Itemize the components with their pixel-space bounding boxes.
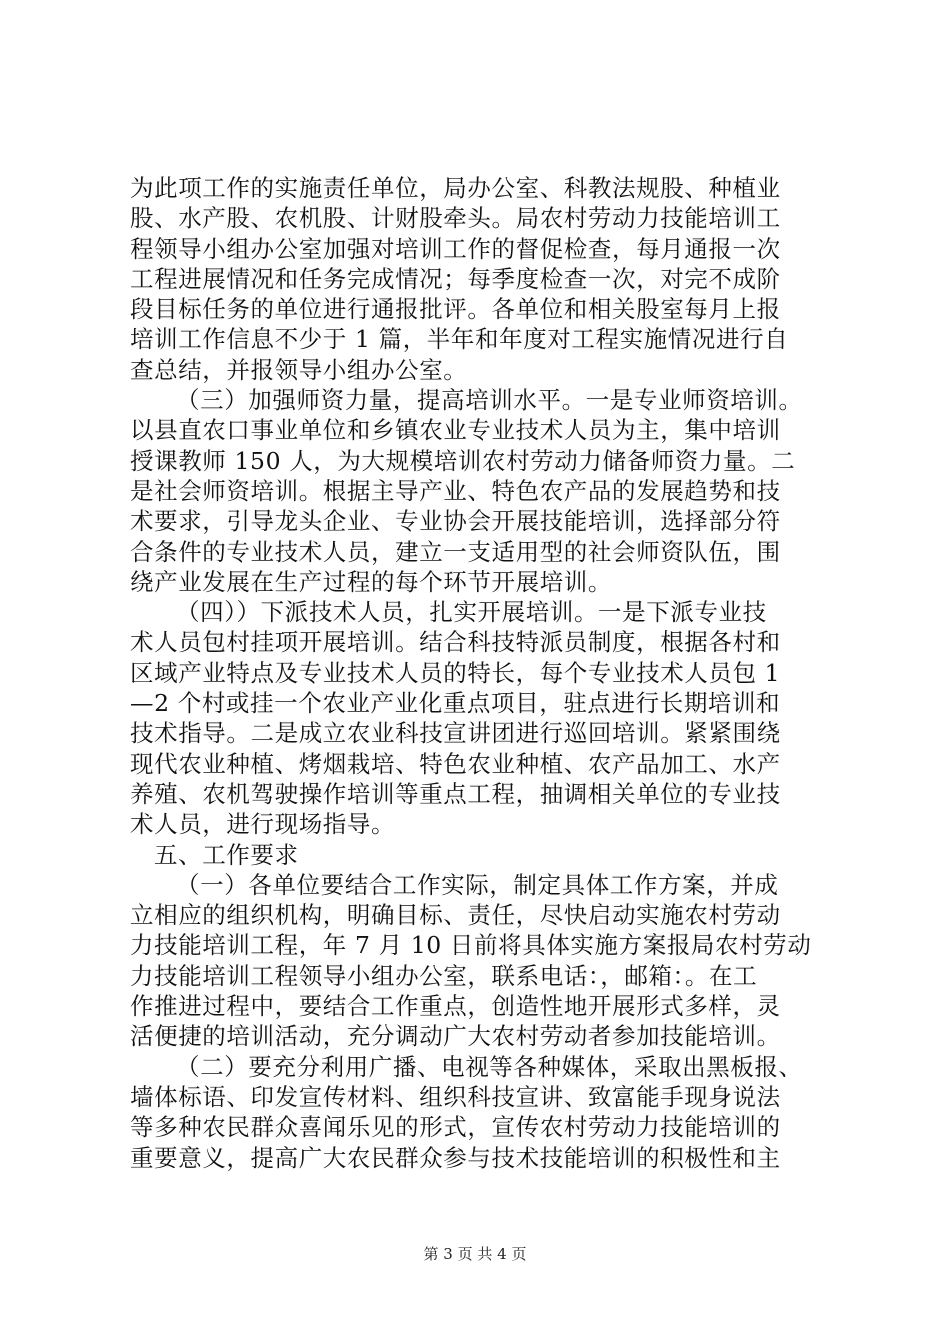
text-line: 合条件的专业技术人员，建立一支适用型的社会师资队伍，围 (130, 537, 781, 566)
text-line: 重要意义，提高广大农民群众参与技术技能培训的积极性和主 (130, 1143, 781, 1172)
body-text (130, 173, 830, 1173)
text-line: 现代农业种植、烤烟栽培、特色农业种植、农产品加工、水产 (130, 749, 781, 778)
text-line: 程领导小组办公室加强对培训工作的督促检查，每月通报一次 (130, 234, 781, 263)
text-line: 活便捷的培训活动，充分调动广大农村劳动者参加技能培训。 (130, 1022, 781, 1051)
text-line: （四））下派技术人员，扎实开展培训。一是下派专业技 (176, 598, 767, 627)
text-line: 绕产业发展在生产过程的每个环节开展培训。 (130, 567, 612, 596)
text-line: （三）加强师资力量，提高培训水平。一是专业师资培训。 (176, 386, 803, 415)
text-line: 工程进展情况和任务完成情况；每季度检查一次，对完不成阶 (130, 264, 781, 293)
text-line: 墙体标语、印发宣传材料、组织科技宣讲、致富能手现身说法 (130, 1082, 781, 1111)
text-line: 为此项工作的实施责任单位，局办公室、科教法规股、种植业 (130, 174, 781, 202)
text-line: 股、水产股、农机股、计财股牵头。局农村劳动力技能培训工 (130, 204, 781, 233)
text-line: 力技能培训工程，年 7 月 10 日前将具体实施方案报局农村劳动 (130, 931, 812, 960)
text-line: 是社会师资培训。根据主导产业、特色农产品的发展趋势和技 (130, 476, 781, 505)
text-line: （二）要充分利用广播、电视等各种媒体，采取出黑板报、 (176, 1052, 803, 1081)
page-number-footer: 第 3 页 共 4 页 (423, 1245, 527, 1263)
text-line: 术人员包村挂项开展培训。结合科技特派员制度，根据各村和 (130, 628, 781, 657)
text-line: —2 个村或挂一个农业产业化重点项目，驻点进行长期培训和 (130, 689, 781, 718)
text-line: 查总结，并报领导小组办公室。 (130, 355, 468, 384)
text-line: 等多种农民群众喜闻乐见的形式，宣传农村劳动力技能培训的 (130, 1113, 781, 1142)
text-line: 区域产业特点及专业技术人员的特长，每个专业技术人员包 1 (130, 658, 781, 687)
text-line: 立相应的组织机构，明确目标、责任，尽快启动实施农村劳动 (130, 901, 781, 930)
text-line: 培训工作信息不少于 1 篇，半年和年度对工程实施情况进行自 (130, 325, 789, 354)
section-heading: 五、工作要求 (154, 840, 299, 869)
text-line: 作推进过程中，要结合工作重点，创造性地开展形式多样，灵 (130, 992, 781, 1021)
text-line: 力技能培训工程领导小组办公室，联系电话：，邮箱：。在工 (130, 961, 758, 990)
text-line: 以县直农口事业单位和乡镇农业专业技术人员为主，集中培训 (130, 416, 781, 445)
text-line: 段目标任务的单位进行通报批评。各单位和相关股室每月上报 (130, 295, 781, 324)
text-line: 术人员，进行现场指导。 (130, 810, 396, 839)
text-line: 术要求，引导龙头企业、专业协会开展技能培训，选择部分符 (130, 507, 781, 536)
text-line: （一）各单位要结合工作实际，制定具体工作方案，并成 (176, 870, 779, 899)
text-line: 养殖、农机驾驶操作培训等重点工程，抽调相关单位的专业技 (130, 779, 781, 808)
text-line: 授课教师 150 人，为大规模培训农村劳动力储备师资力量。二 (130, 446, 796, 475)
text-line: 技术指导。二是成立农业科技宣讲团进行巡回培训。紧紧围绕 (130, 719, 781, 748)
